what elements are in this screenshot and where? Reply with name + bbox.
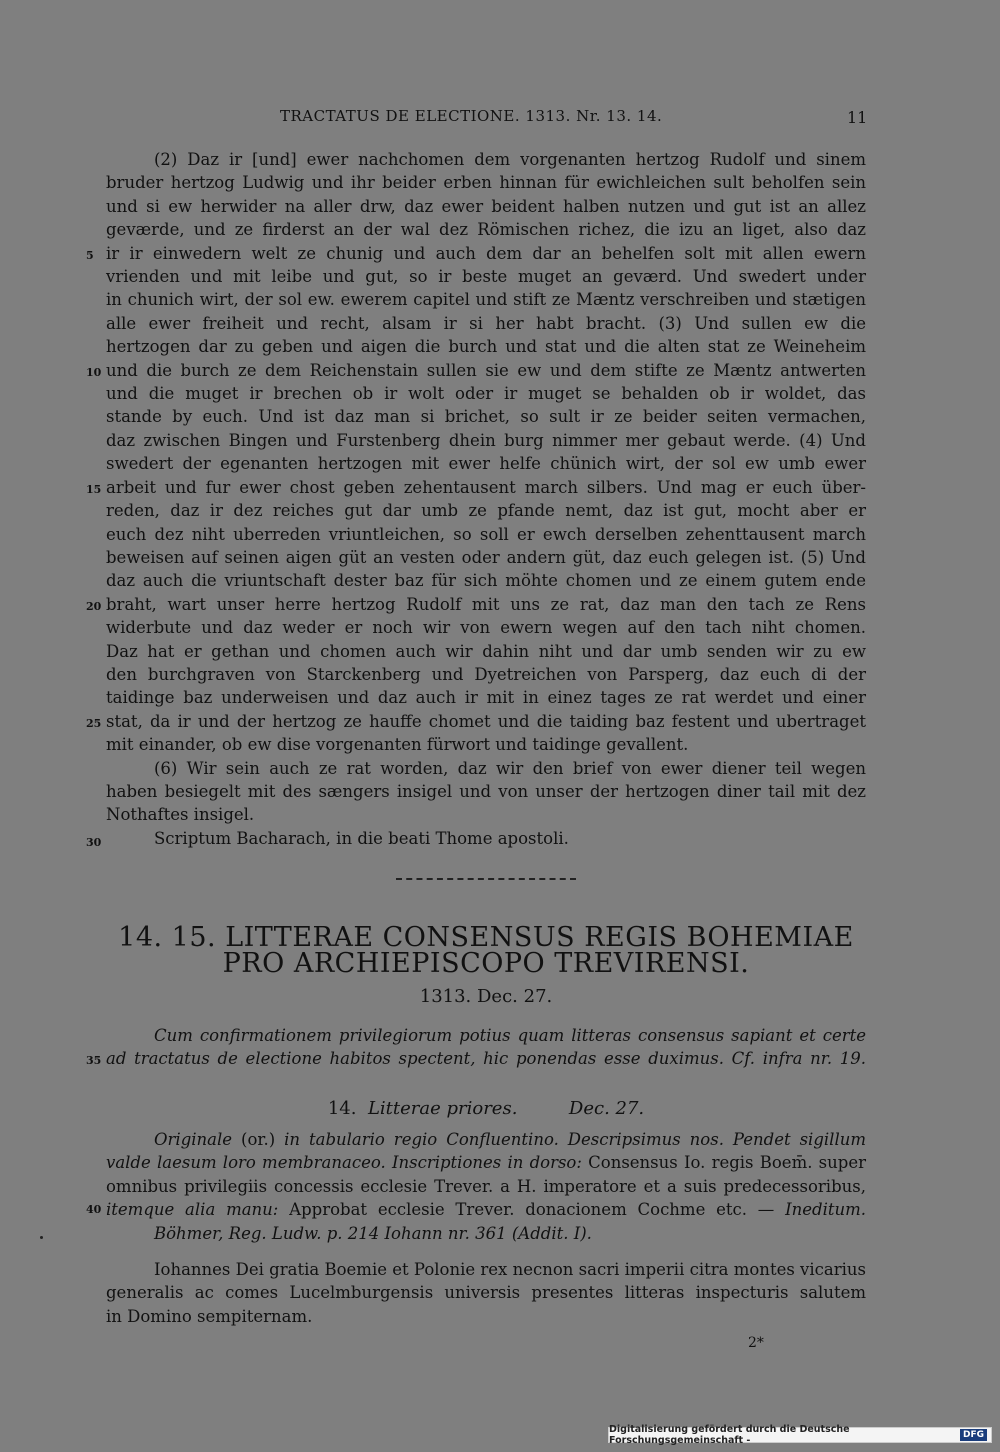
text-line: in Domino sempiternam.: [106, 1306, 313, 1326]
document-title: [106, 922, 866, 979]
text-line: hertzogen dar zu geben und aigen die burch und stat und die alten stat ze Weineheim: [106, 337, 866, 357]
text-line: den burchgraven von Starckenberg und Dyetreichen von Parsperg, daz euch di der: [106, 664, 866, 684]
text-line: stande by euch. Und ist daz man si brichet, so sult ir ze beider seiten vermachen,: [106, 407, 866, 427]
text-line: widerbute und daz weder er noch wir von ewern wegen auf den tach niht chomen.: [106, 618, 866, 638]
page-number: 11: [847, 108, 868, 127]
source-note: [106, 1128, 866, 1245]
text-line: swedert der egenanten hertzogen mit ewer helfe chünich wirt, der sol ew umb ewer: [106, 454, 866, 474]
text-line: und die muget ir brechen ob ir wolt oder ir muget se behalden ob ir woldet, das: [106, 384, 866, 404]
subdocument-date: Dec. 27.: [568, 1098, 645, 1119]
text-line: daz auch die vriuntschaft dester baz für sich möhte chomen und ze einem gutem ende: [106, 571, 866, 591]
scan-speck: [40, 1236, 43, 1239]
text-line: vrienden und mit leibe und gut, so ir beste muget an geværd. Und swedert under: [106, 267, 866, 287]
text-line: generalis ac comes Lucelmburgensis universis presentes litteras inspecturis salutem: [106, 1283, 866, 1303]
text-line: euch dez niht uberreden vriuntleichen, so soll er ewch derselben zehenttausent march: [106, 524, 866, 544]
source-line: omnibus privilegiis concessis ecclesie Trever. a H. imperatore et a suis predecessoribus,: [106, 1176, 866, 1196]
text-line: braht, wart unser herre hertzog Rudolf mit uns ze rat, daz man den tach ze Rens: [106, 594, 866, 614]
dfg-logo: DFG: [960, 1429, 987, 1441]
note-line: ad tractatus de electione habitos spectent, hic ponendas esse duximus. Cf. infra nr. 19.: [106, 1049, 866, 1069]
text-line: in chunich wirt, der sol ew. ewerem capitel und stift ze Mæntz verschreiben und stætigen: [106, 290, 866, 310]
text-line: ir ir einwedern welt ze chunig und auch dem dar an behelfen solt mit allen ewern: [106, 243, 866, 263]
section-divider: [396, 878, 576, 880]
subdocument-number: 14.: [327, 1098, 357, 1119]
line-number: 20: [86, 600, 102, 613]
title-line: 14. 15. LITTERAE CONSENSUS REGIS BOHEMIAE: [118, 922, 854, 953]
note-line: Cum confirmationem privilegiorum potius quam litteras consensus sapiant et certe: [154, 1026, 866, 1045]
source-line: Böhmer, Reg. Ludw. p. 214 Iohann nr. 361 (Addit. I).: [154, 1223, 592, 1243]
text-line: haben besiegelt mit des sængers insigel und von unser der hertzogen diner tail mit dez: [106, 781, 866, 801]
source-line: valde laesum loro membranaceo. Inscriptiones in dorso: Consensus Io. regis Boem̄. super: [106, 1153, 866, 1173]
line-number: 5: [86, 249, 94, 262]
text-line: reden, daz ir dez reiches gut dar umb ze pfande nemt, daz ist gut, mocht aber er: [106, 501, 866, 521]
text-line: beweisen auf seinen aigen güt an vesten oder andern güt, daz euch gelegen ist. (5) Und: [106, 547, 866, 567]
text-line: und si ew herwider na aller drw, daz ewer beident halben nutzen und gut ist an allez: [106, 196, 866, 216]
text-line: arbeit und fur ewer chost geben zehentausent march silbers. Und mag er euch über-: [106, 477, 866, 497]
text-line: geværde, und ze firderst an der wal dez Römischen richez, die izu an liget, also daz: [106, 220, 866, 240]
digitization-footer: [608, 1424, 992, 1446]
text-line: alle ewer freiheit und recht, alsam ir si her habt bracht. (3) Und sullen ew die: [106, 313, 866, 333]
subdocument-title: Litterae priores.: [367, 1098, 518, 1119]
line-number: 15: [86, 483, 102, 496]
signature-mark: 2*: [748, 1335, 764, 1351]
document-date: 1313. Dec. 27.: [419, 986, 553, 1007]
text-line: Iohannes Dei gratia Boemie et Polonie rex necnon sacri imperii citra montes vicarius: [154, 1260, 866, 1279]
text-line: stat, da ir und der hertzog ze hauffe chomet und die taiding baz festent und ubertraget: [106, 711, 866, 731]
letter-body: [106, 148, 866, 850]
text-line: Scriptum Bacharach, in die beati Thome apostoli.: [154, 828, 569, 848]
running-head: TRACTATUS DE ELECTIONE. 1313. Nr. 13. 14.: [280, 107, 663, 125]
text-line: daz zwischen Bingen und Furstenberg dhein burg nimmer mer gebaut werde. (4) Und: [106, 430, 866, 450]
title-line: PRO ARCHIEPISCOPO TREVIRENSI.: [222, 948, 750, 979]
line-number: 30: [86, 836, 102, 849]
text-line: und die burch ze dem Reichenstain sullen sie ew und dem stifte ze Mæntz antwerten: [106, 360, 866, 380]
text-line: Daz hat er gethan und chomen auch wir dahin niht und dar umb senden wir zu ew: [106, 641, 866, 661]
text-line: taidinge baz underweisen und daz auch ir mit in einez tages ze rat werdet und einer: [106, 688, 866, 708]
text-line: (6) Wir sein auch ze rat worden, daz wir den brief von ewer diener teil wegen: [154, 758, 866, 778]
charter-text: [106, 1258, 866, 1328]
footer-text: Digitalisierung gefördert durch die Deutsche Forschungsgemeinschaft -: [609, 1424, 850, 1446]
line-number: 10: [86, 366, 102, 379]
subdocument-heading: [106, 1098, 866, 1119]
text-line: bruder hertzog Ludwig und ihr beider erben hinnan für ewichleichen sult beholfen sein: [106, 173, 866, 193]
text-line: Nothaftes insigel.: [106, 805, 255, 825]
text-line: mit einander, ob ew dise vorgenanten fürwort und taidinge gevallent.: [106, 735, 689, 755]
text-line: (2) Daz ir [und] ewer nachchomen dem vorgenanten hertzog Rudolf und sinem: [154, 150, 866, 169]
line-number: 35: [86, 1054, 102, 1067]
editor-note: [106, 1024, 866, 1071]
source-line: Originale (or.) in tabulario regio Confluentino. Descripsimus nos. Pendet sigillum: [154, 1130, 866, 1149]
line-number: 25: [86, 717, 102, 730]
line-number: 40: [86, 1203, 102, 1216]
source-line: itemque alia manu: Approbat ecclesie Trever. donacionem Cochme etc. — Ineditum.: [106, 1200, 866, 1220]
